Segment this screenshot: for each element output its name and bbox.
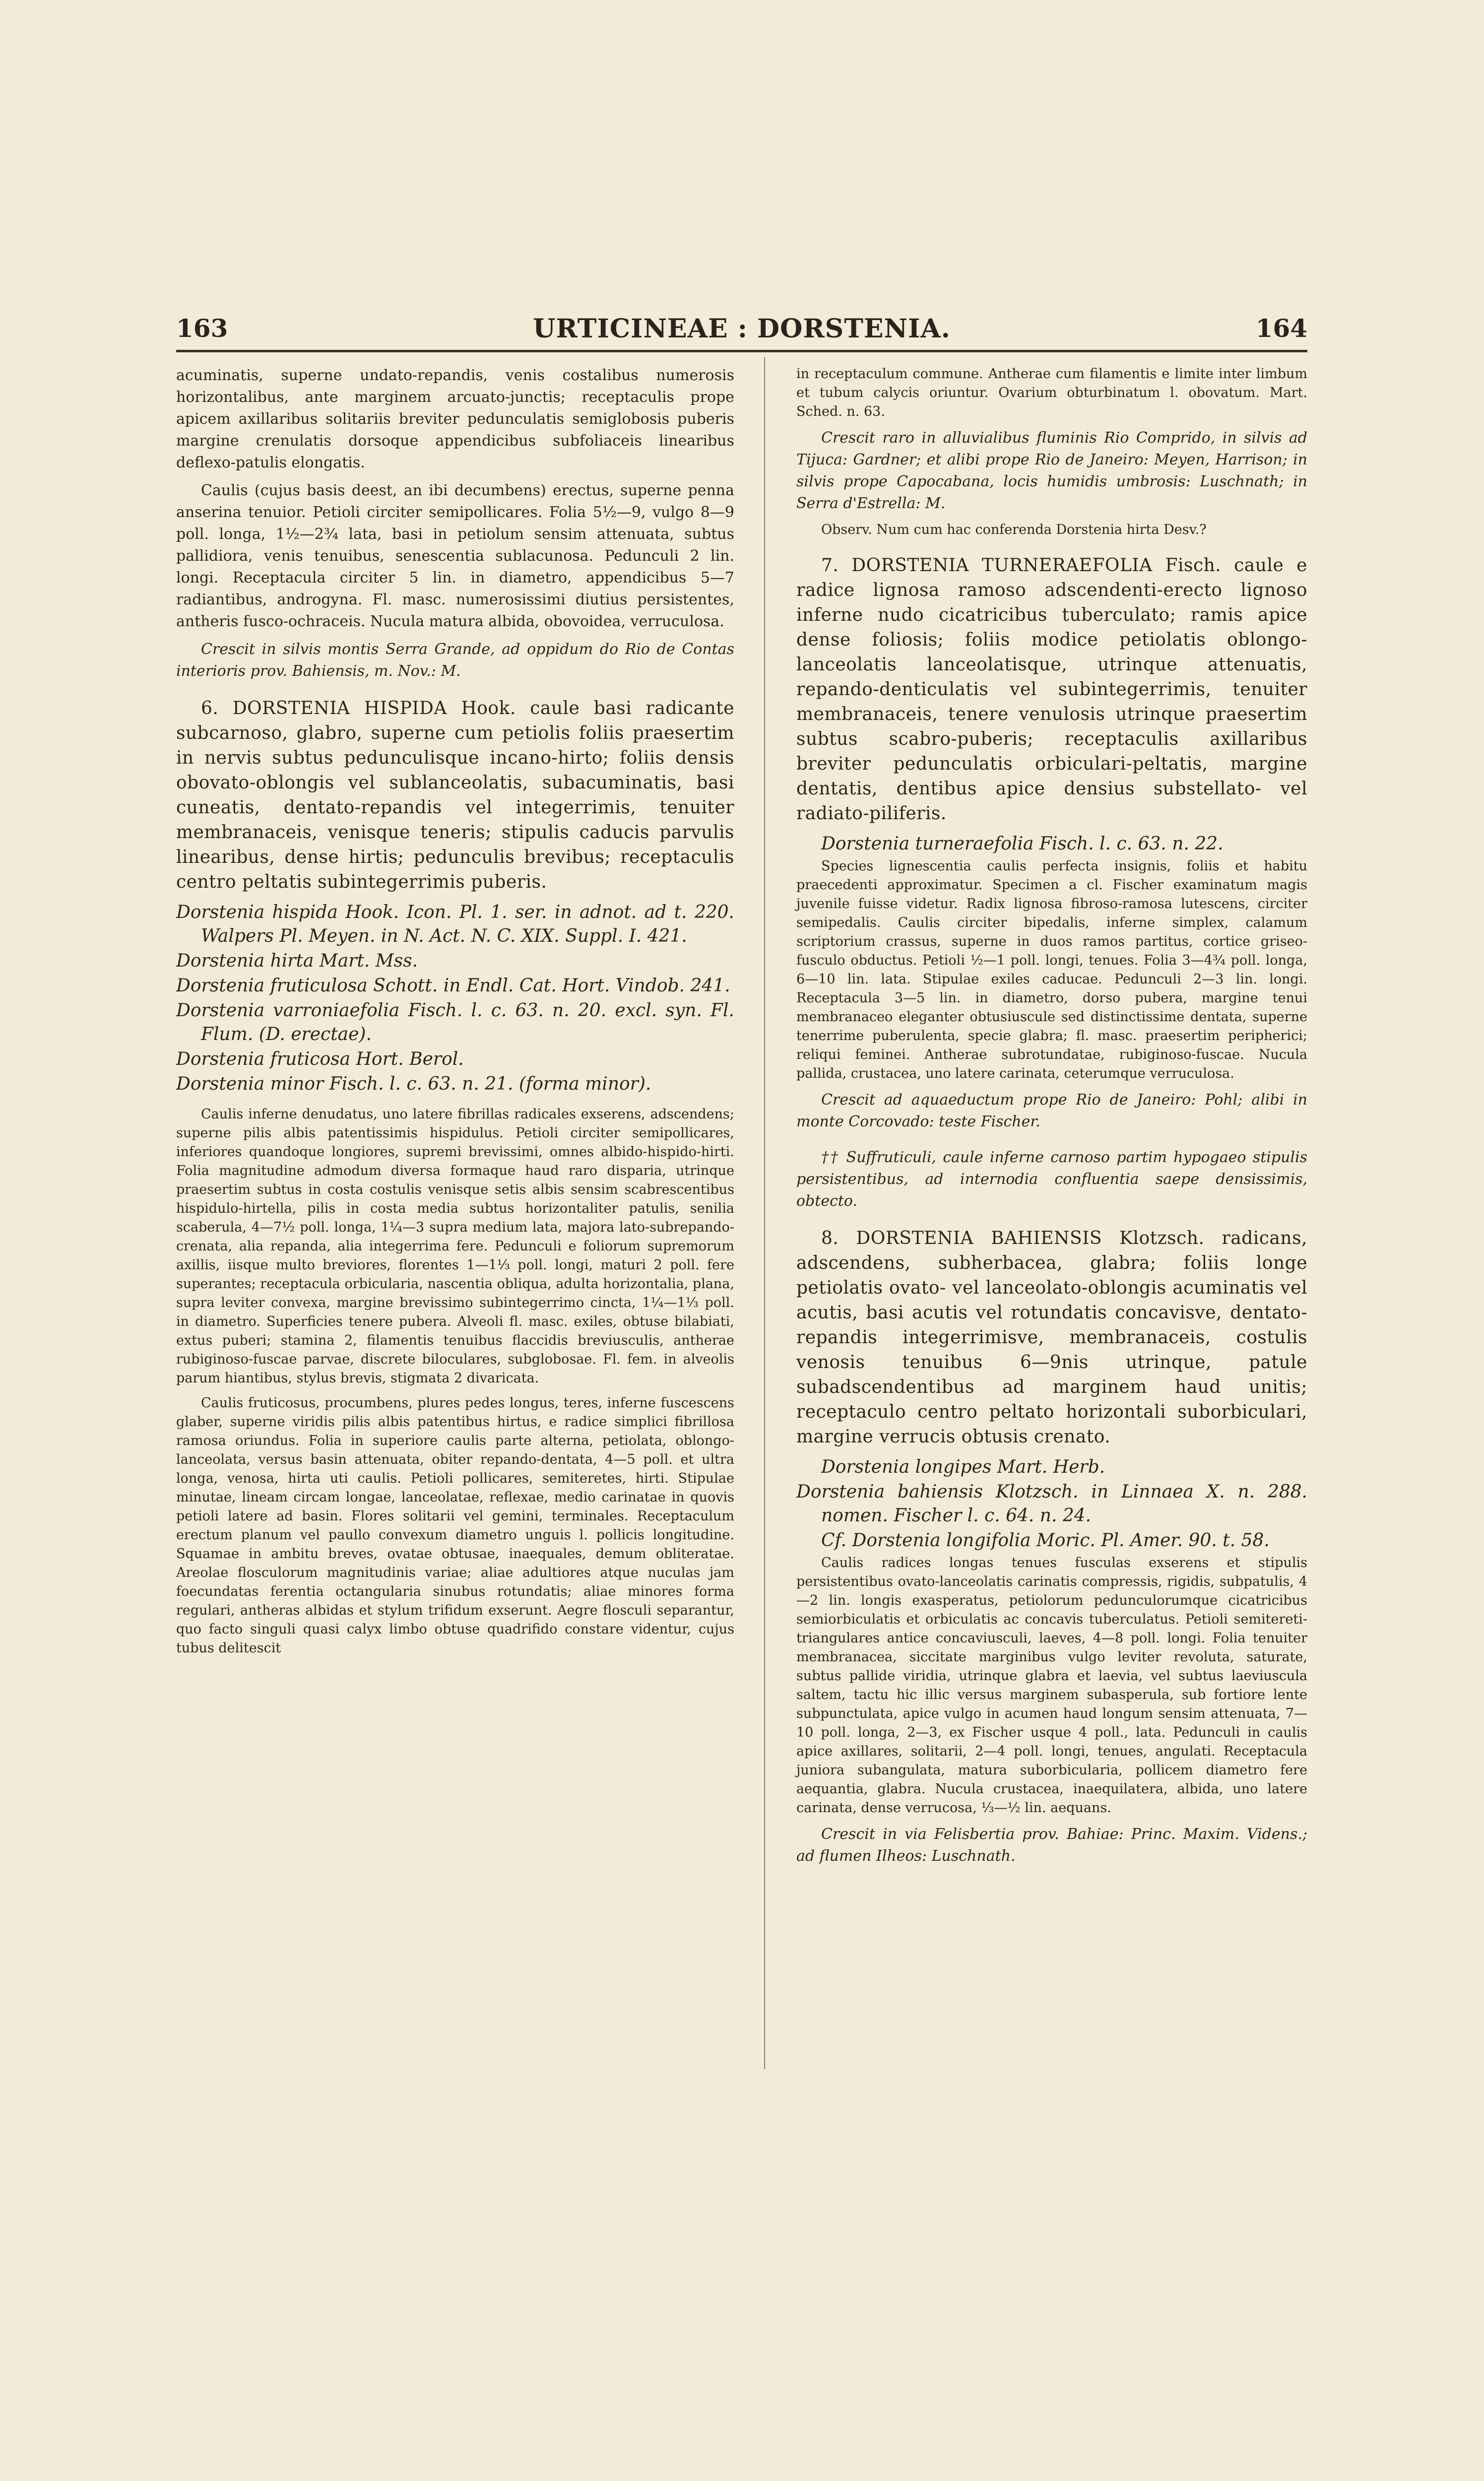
synonym-line: Dorstenia hirta Mart. Mss. — [176, 951, 418, 971]
locality-paragraph: Crescit ad aquaeductum prope Rio de Janeiro: Pohl; alibi in monte Corcovado: teste Fischer. — [796, 1091, 1307, 1130]
locality-paragraph: Crescit in via Felisbertia prov. Bahiae: Princ. Maxim. Videns.; ad flumen Ilheos: Luschnath. — [796, 1826, 1307, 1865]
synonym-line: Dorstenia minor Fisch. l. c. 63. n. 21. (forma minor). — [176, 1074, 651, 1094]
locality-paragraph: Crescit in silvis montis Serra Grande, ad oppidum do Rio de Contas interioris prov. Bahiensis, m. Nov.: M. — [176, 641, 734, 680]
species-heading-6: 6. DORSTENIA HISPIDA Hook. caule basi radicante subcarnoso, glabro, superne cum petiolis foliis praesertim in nervis subtus pedunculisque incano-hirto; foliis densis obovato-oblongis vel sublanceolatis, subacuminatis, basi cuneatis, dentato-repandis vel integerrimis, tenuiter membranaceis, venisque teneris; stipulis caducis parvulis linearibus, dense hirtis; pedunculis brevibus; receptaculis centro peltatis subintegerrimis puberis. — [176, 698, 734, 892]
page-number-right: 164 — [1255, 314, 1307, 343]
description-paragraph: Caulis inferne denudatus, uno latere fibrillas radicales exserens, adscendens; superne pilis albis patentissimis hispidulus. Petioli circiter semipollicares, inferiores quandoque longiores, supremi brevissimi, omnes albido-hispido-hirti. Folia magnitudine admodum diversa formaque haud raro disparia, utrinque praesertim subtus in costa costulis venisque setis albis sensim scabrescentibus hispidulo-hirtella, pilis in costa media subtus horizontaliter patulis, senilia scaberula, 4—7½ poll. longa, 1¼—3 supra medium lata, majora lato-subrepando-crenata, alia repanda, alia integerrima fere. Pedunculi e foliorum supremorum axillis, iisque multo breviores, florentes 1—1⅓ poll. longi, maturi 2 poll. fere superantes; receptacula orbicularia, nascentia obliqua, adulta horizontalia, plana, supra leviter convexa, margine brevissimo subintegerrimo cincta, 1¼—1⅓ poll. in diametro. Superficies tenere pubera. Alveoli fl. masc. exiles, obtuse bilabiati, extus puberi; stamina 2, filamentis tenuibus flaccidis breviusculis, antherae rubiginoso-fuscae parvae, discrete biloculares, subglobosae. Fl. fem. in alveolis parum hiantibus, stylus brevis, stigmata 2 divaricata. — [176, 1107, 734, 1386]
observation-paragraph: Observ. Num cum hac conferenda Dorstenia hirta Desv.? — [821, 522, 1207, 537]
description-paragraph: Caulis radices longas tenues fusculas exserens et stipulis persistentibus ovato-lanceolatis carinatis compressis, rigidis, subpatulis, 4—2 lin. longis exasperatus, petiolorum pedunculorumque cicatricibus semiorbiculatis et orbiculatis ac concavis tuberculatus. Petioli semitereti-triangulares antice concaviusculi, laeves, 4—8 poll. longi. Folia tenuiter membranacea, siccitate marginibus vulgo leviter revoluta, saturate, subtus pallide viridia, utrinque glabra et laevia, vel subtus laeviuscula saltem, tactu hic illic versus marginem subasperula, sub fortiore lente subpunctulata, apice vulgo in acumen haud longum sensim attenuata, 7—10 poll. longa, 2—3, ex Fischer usque 4 poll., lata. Pedunculi in caulis apice axillares, solitarii, 2—4 poll. longi, tenues, angulati. Receptacula juniora subangulata, matura suborbicularia, pollicem diametro fere aequantia, glabra. Nucula crustacea, inaequilatera, albida, uno latere carinata, dense verrucosa, ⅓—½ lin. aequans. — [796, 1555, 1307, 1816]
column-divider — [764, 357, 765, 2069]
synonym-line: Dorstenia fruticulosa Schott. in Endl. Cat. Hort. Vindob. 241. — [176, 976, 730, 996]
synonym-line: Dorstenia longipes Mart. Herb. — [821, 1457, 1105, 1477]
species-heading-7: 7. DORSTENIA TURNERAEFOLIA Fisch. caule e radice lignosa ramoso adscendenti-erecto lignoso inferne nudo cicatricibus tuberculato; ramis apice dense foliosis; foliis modice petiolatis oblongo-lanceolatis lanceolatisque, utrinque attenuatis, repando-denticulatis vel subintegerrimis, tenuiter membranaceis, tenere venulosis utrinque praesertim subtus scabro-puberis; receptaculis axillaribus breviter pedunculatis orbiculari-peltatis, margine dentatis, dentibus apice densius substellato- vel radiato-piliferis. — [796, 555, 1307, 824]
synonym-line: Dorstenia turneraefolia Fisch. l. c. 63. n. 22. — [821, 834, 1224, 854]
right-column — [796, 365, 1307, 1873]
synonym-line: Cf. Dorstenia longifolia Moric. Pl. Amer. 90. t. 58. — [821, 1530, 1270, 1551]
page-header — [176, 314, 1307, 349]
paragraph: Caulis (cujus basis deest, an ibi decumbens) erectus, superne penna anserina tenuior. Petioli circiter semipollicares. Folia 5½—9, vulgo 8—9 poll. longa, 1½—2¾ lata, basi in petiolum sensim attenuata, subtus pallidiora, venis tenuibus, senescentia sublacunosa. Pedunculi 2 lin. longi. Receptacula circiter 5 lin. in diametro, appendicibus 5—7 radiantibus, androgyna. Fl. masc. numerosissimi diutius persistentes, antheris fusco-ochraceis. Nucula matura albida, obovoidea, verruculosa. — [176, 482, 734, 630]
synonym-line: Dorstenia bahiensis Klotzsch. in Linnaea X. n. 288. nomen. Fischer l. c. 64. n. 24. — [796, 1482, 1307, 1526]
synonym-line: Dorstenia fruticosa Hort. Berol. — [176, 1049, 464, 1069]
synonym-line: Dorstenia hispida Hook. Icon. Pl. 1. ser. in adnot. ad t. 220. Walpers Pl. Meyen. in N. Act. N. C. XIX. Suppl. I. 421. — [176, 902, 734, 946]
description-paragraph: Caulis fruticosus, procumbens, plures pedes longus, teres, inferne fuscescens glaber, superne viridis pilis albis patentibus hirtus, e radice simplici fibrillosa ramosa oriundus. Folia in superiore caulis parte alterna, petiolata, oblongo-lanceolata, versus basin attenuata, obiter repando-dentata, 4—5 poll. et ultra longa, venosa, hirta uti caulis. Petioli pollicares, semiteretes, hirti. Stipulae minutae, lineam circam longae, lanceolatae, reflexae, medio carinatae in quovis petioli latere ad basin. Flores solitarii vel gemini, terminales. Receptaculum erectum planum vel paullo convexum diametro unguis l. pollicis longitudine. Squamae in ambitu breves, ovatae obtusae, inaequales, demum obliteratae. Areolae flosculorum magnitudinis variae; aliae adultiores atque nuculas jam foecundatas ferentia octangularia sinubus rotundatis; aliae minores forma regulari, antheras albidas et stylum trifidum exserunt. Aegre flosculi separantur, quo facto singuli quasi calyx limbo obtuse quadrifido constare videntur, cujus tubus delitescit — [176, 1395, 734, 1656]
paragraph: in receptaculum commune. Antherae cum filamentis e limite inter limbum et tubum calycis oriuntur. Ovarium obturbinatum l. obovatum. Mart. Sched. n. 63. — [796, 366, 1307, 419]
left-column — [176, 365, 734, 1664]
page-number-left: 163 — [176, 314, 228, 343]
synonym-line: Dorstenia varroniaefolia Fisch. l. c. 63. n. 20. excl. syn. Fl. Flum. (D. erectae). — [176, 1000, 734, 1045]
paragraph: acuminatis, superne undato-repandis, venis costalibus numerosis horizontalibus, ante marginem arcuato-junctis; receptaculis prope apicem axillaribus solitariis breviter pedunculatis semiglobosis puberis margine crenulatis dorsoque appendicibus subfoliaceis linearibus deflexo-patulis elongatis. — [176, 367, 734, 471]
locality-paragraph: Crescit raro in alluvialibus fluminis Rio Comprido, in silvis ad Tijuca: Gardner; et alibi prope Rio de Janeiro: Meyen, Harrison; in silvis prope Capocabana, locis humidis umbrosis: Luschnath; in Serra d'Estrella: M. — [796, 429, 1307, 512]
species-heading-8: 8. DORSTENIA BAHIENSIS Klotzsch. radicans, adscendens, subherbacea, glabra; foliis longe petiolatis ovato- vel lanceolato-oblongis acuminatis vel acutis, basi acutis vel rotundatis concavisve, dentato-repandis integerrimisve, membranaceis, costulis venosis tenuibus 6—9nis utrinque, patule subadscendentibus ad marginem haud unitis; receptaculo centro peltato horizontali suborbiculari, margine verrucis obtusis crenato. — [796, 1228, 1307, 1447]
description-paragraph: Species lignescentia caulis perfecta insignis, foliis et habitu praecedenti approximatur. Specimen a cl. Fischer examinatum magis juvenile fuisse videtur. Radix lignosa fibroso-ramosa lutescens, circiter semipedalis. Caulis circiter bipedalis, inferne simplex, calamum scriptorium crassus, superne in duos ramos partitus, cortice griseo-fusculo obductus. Petioli ½—1 poll. longi, tenues. Folia 3—4¾ poll. longa, 6—10 lin. lata. Stipulae exiles caducae. Pedunculi 2—3 lin. longi. Receptacula 3—5 lin. in diametro, dorso pubera, margine tenui membranaceo eleganter obtusiuscule sed distinctissime dentata, superne tenerrime puberulenta, specie glabra; fl. masc. praesertim peripherici; reliqui feminei. Antherae subrotundatae, rubiginoso-fuscae. Nucula pallida, crustacea, uno latere carinata, ceterumque verruculosa. — [796, 858, 1307, 1081]
section-note: †† Suffruticuli, caule inferne carnoso partim hypogaeo stipulis persistentibus, ad internodia confluentia saepe densissimis, obtecto. — [796, 1149, 1307, 1210]
running-title: URTICINEAE : DORSTENIA. — [533, 314, 951, 344]
header-rule — [176, 350, 1307, 352]
